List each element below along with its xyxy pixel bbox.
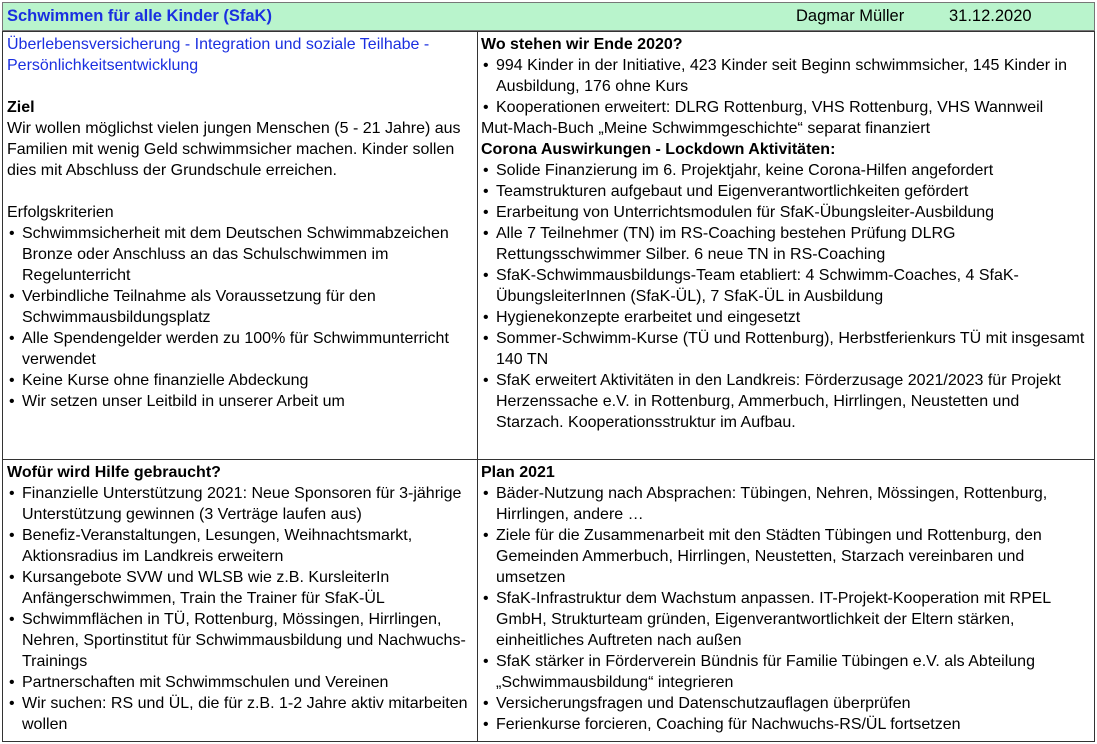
- page-title: Schwimmen für alle Kinder (SfaK): [7, 7, 272, 25]
- list-item: • SfaK-Infrastruktur dem Wachstum anpassen. IT-Projekt-Kooperation mit RPEL GmbH, Strukturteam gründen, Eigenverantwortlichkeit der Eltern stärken, einheitliches Auftreten nach außen: [481, 588, 1091, 651]
- list-item: • Hygienekonzepte erarbeitet und eingesetzt: [481, 307, 1091, 328]
- corona-heading: Corona Auswirkungen - Lockdown Aktivitäten:: [481, 141, 836, 158]
- list-item: • Alle Spendengelder werden zu 100% für Schwimmunterricht verwendet: [7, 328, 473, 370]
- list-item: • Wir setzen unser Leitbild in unserer Arbeit um: [7, 391, 473, 412]
- list-item: • Ferienkurse forcieren, Coaching für Nachwuchs-RS/ÜL fortsetzen: [481, 714, 1091, 735]
- criteria-list: [7, 223, 473, 412]
- document-date: 31.12.2020: [949, 7, 1032, 25]
- list-item: • SfaK erweitert Aktivitäten in den Landkreis: Förderzusage 2021/2023 für Projekt Herzenssache e.V. in Rottenburg, Ammerbuch, Hirrlingen, Neustetten und Starzach. Kooperationsstruktur im Aufbau.: [481, 370, 1091, 433]
- content-table: [2, 31, 1095, 742]
- list-item: • SfaK stärker in Förderverein Bündnis für Familie Tübingen e.V. als Abteilung „Schwimmausbildung“ integrieren: [481, 651, 1091, 693]
- intro-text: Überlebensversicherung - Integration und soziale Teilhabe - Persönlichkeitsentwicklung: [7, 36, 430, 74]
- list-item: • Teamstrukturen aufgebaut und Eigenverantwortlichkeiten gefördert: [481, 181, 1091, 202]
- status-heading: Wo stehen wir Ende 2020?: [481, 36, 683, 53]
- list-item: • Schwimmsicherheit mit dem Deutschen Schwimmabzeichen Bronze oder Anschluss an das Schulschwimmen im Regelunterricht: [7, 223, 473, 286]
- list-item: • Partnerschaften mit Schwimmschulen und Vereinen: [7, 672, 473, 693]
- spacer: [7, 76, 473, 97]
- list-item: • 994 Kinder in der Initiative, 423 Kinder seit Beginn schwimmsicher, 145 Kinder in Ausbildung, 176 ohne Kurs: [481, 55, 1091, 97]
- list-item: • Kursangebote SVW und WLSB wie z.B. KursleiterIn Anfängerschwimmen, Train the Trainer für SfaK-ÜL: [7, 567, 473, 609]
- plan-list: [481, 483, 1091, 735]
- cell-help-needed: [7, 462, 473, 735]
- status-list: [481, 55, 1091, 118]
- column-divider: [477, 32, 478, 741]
- list-item: • Benefiz-Veranstaltungen, Lesungen, Weihnachtsmarkt, Aktionsradius im Landkreis erweitern: [7, 525, 473, 567]
- list-item: • Ziele für die Zusammenarbeit mit den Städten Tübingen und Rottenburg, den Gemeinden Ammerbuch, Hirrlingen, Neustetten, Starzach vereinbaren und umsetzen: [481, 525, 1091, 588]
- list-item: • Schwimmflächen in TÜ, Rottenburg, Mössingen, Hirrlingen, Nehren, Sportinstitut für Schwimmausbildung und Nachwuchs-Trainings: [7, 609, 473, 672]
- help-heading: Wofür wird Hilfe gebraucht?: [7, 464, 221, 481]
- list-item: • Alle 7 Teilnehmer (TN) im RS-Coaching bestehen Prüfung DLRG Rettungsschwimmer Silber. 6 neue TN in RS-Coaching: [481, 223, 1091, 265]
- list-item: • Sommer-Schwimm-Kurse (TÜ und Rottenburg), Herbstferienkurs TÜ mit insgesamt 140 TN: [481, 328, 1091, 370]
- list-item: • Verbindliche Teilnahme als Voraussetzung für den Schwimmausbildungsplatz: [7, 286, 473, 328]
- help-list: [7, 483, 473, 735]
- plan-heading: Plan 2021: [481, 464, 555, 481]
- list-item: • Erarbeitung von Unterrichtsmodulen für SfaK-Übungsleiter-Ausbildung: [481, 202, 1091, 223]
- list-item: • Finanzielle Unterstützung 2021: Neue Sponsoren für 3-jährige Unterstützung gewinnen (3 Verträge laufen aus): [7, 483, 473, 525]
- cell-goals: [7, 34, 473, 412]
- header-bar: [2, 2, 1095, 31]
- goal-heading: Ziel: [7, 99, 35, 116]
- list-item: • Bäder-Nutzung nach Absprachen: Tübingen, Nehren, Mössingen, Rottenburg, Hirrlingen, andere …: [481, 483, 1091, 525]
- cell-status-2020: [481, 34, 1091, 433]
- author-name: Dagmar Müller: [796, 7, 905, 25]
- list-item: • Kooperationen erweitert: DLRG Rottenburg, VHS Rottenburg, VHS Wannweil: [481, 97, 1091, 118]
- criteria-heading: Erfolgskriterien: [7, 204, 114, 221]
- book-note: Mut-Mach-Buch „Meine Schwimmgeschichte“ separat finanziert: [481, 120, 931, 137]
- corona-list: [481, 160, 1091, 433]
- row-divider: [3, 459, 1094, 460]
- list-item: • Versicherungsfragen und Datenschutzauflagen überprüfen: [481, 693, 1091, 714]
- goal-text: Wir wollen möglichst vielen jungen Menschen (5 - 21 Jahre) aus Familien mit wenig Geld schwimmsicher machen. Kinder sollen dies mit Abschluss der Grundschule erreichen.: [7, 120, 461, 179]
- spacer: [7, 181, 473, 202]
- cell-plan-2021: [481, 462, 1091, 735]
- list-item: • Keine Kurse ohne finanzielle Abdeckung: [7, 370, 473, 391]
- list-item: • Solide Finanzierung im 6. Projektjahr, keine Corona-Hilfen angefordert: [481, 160, 1091, 181]
- list-item: • SfaK-Schwimmausbildungs-Team etabliert: 4 Schwimm-Coaches, 4 SfaK-ÜbungsleiterInnen (SfaK-ÜL), 7 SfaK-ÜL in Ausbildung: [481, 265, 1091, 307]
- list-item: • Wir suchen: RS und ÜL, die für z.B. 1-2 Jahre aktiv mitarbeiten wollen: [7, 693, 473, 735]
